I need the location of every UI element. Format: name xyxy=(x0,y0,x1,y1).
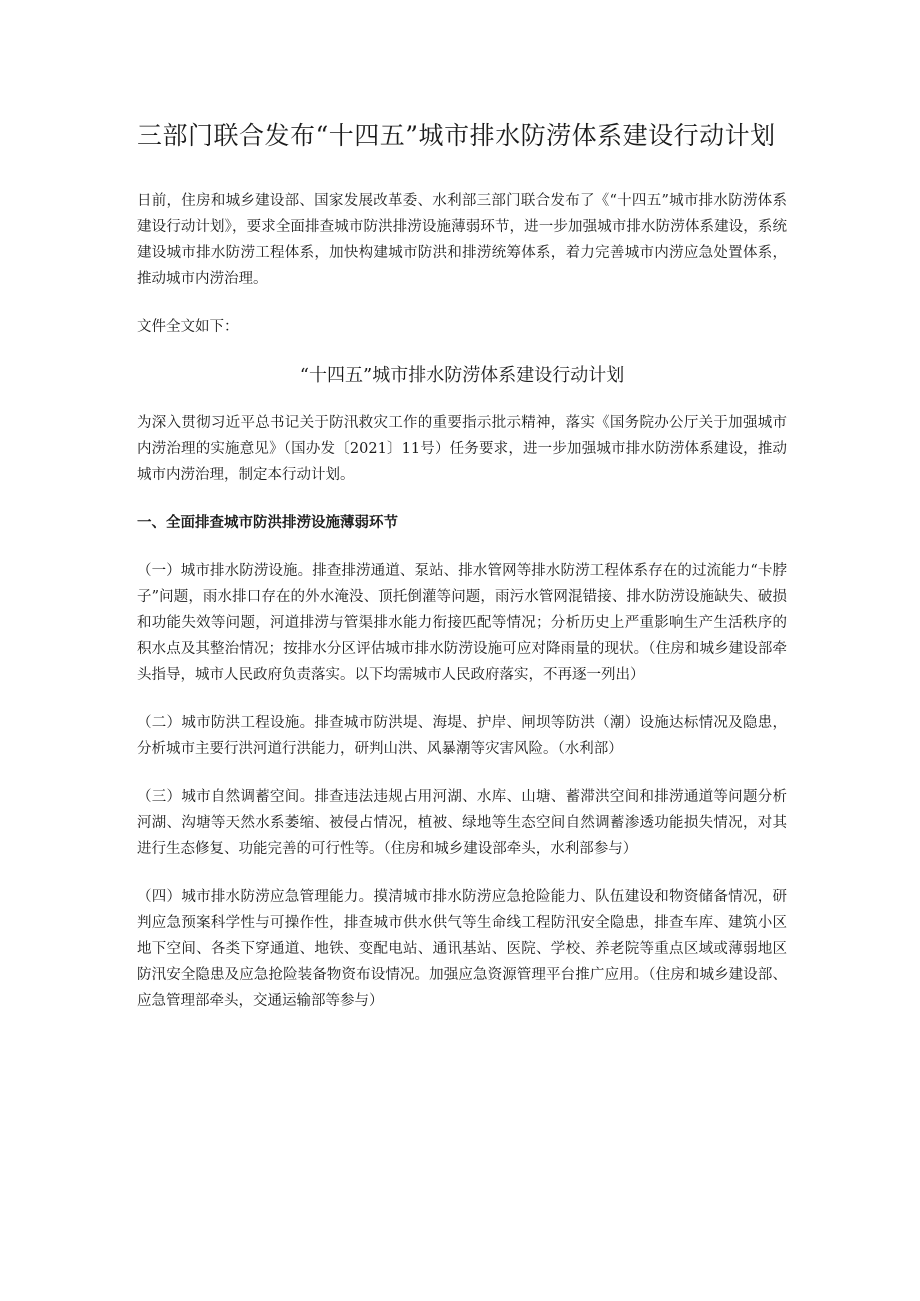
list-item: （四）城市排水防涝应急管理能力。摸清城市排水防涝应急抢险能力、队伍建设和物资储备情况，研判应急预案科学性与可操作性，排查城市供水供气等生命线工程防汛安全隐患，排查车库、建筑小区地下空间、各类下穿通道、地铁、变配电站、通讯基站、医院、学校、养老院等重点区域或薄弱地区防汛安全隐患及应急抢险装备物资布设情况。加强应急资源管理平台推广应用。（住房和城乡建设部、应急管理部牵头，交通运输部等参与） xyxy=(137,889,787,1009)
intro-paragraph: 日前，住房和城乡建设部、国家发展改革委、水利部三部门联合发布了《“十四五”城市排水防涝体系建设行动计划》，要求全面排查城市防洪排涝设施薄弱环节，进一步加强城市排水防涝体系建设，系统建设城市排水防涝工程体系，加快构建城市防洪和排涝统筹体系，着力完善城市内涝应急处置体系，推动城市内涝治理。 xyxy=(137,193,787,287)
fulltext-label: 文件全文如下： xyxy=(137,319,239,335)
list-item: （三）城市自然调蓄空间。排查违法违规占用河湖、水库、山塘、蓄滞洪空间和排涝通道等问题分析河湖、沟塘等天然水系萎缩、被侵占情况，植被、绿地等生态空间自然调蓄渗透功能损失情况，对其进行生态修复、功能完善的可行性等。（住房和城乡建设部牵头，水利部参与） xyxy=(137,789,787,857)
plan-title: “十四五”城市排水防涝体系建设行动计划 xyxy=(299,365,625,386)
list-item: （二）城市防洪工程设施。排查城市防洪堤、海堤、护岸、闸坝等防洪（潮）设施达标情况及隐患，分析城市主要行洪河道行洪能力，研判山洪、风暴潮等灾害风险。（水利部） xyxy=(137,715,787,757)
preamble-paragraph: 为深入贯彻习近平总书记关于防汛救灾工作的重要指示批示精神，落实《国务院办公厅关于加强城市内涝治理的实施意见》（国办发〔2021〕11号）任务要求，进一步加强城市排水防涝体系建设，推动城市内涝治理，制定本行动计划。 xyxy=(137,415,787,483)
list-item: （一）城市排水防涝设施。排查排涝通道、泵站、排水管网等排水防涝工程体系存在的过流能力“卡脖子”问题，雨水排口存在的外水淹没、顶托倒灌等问题，雨污水管网混错接、排水防涝设施缺失、破损和功能失效等问题，河道排涝与管渠排水能力衔接匹配等情况；分析历史上严重影响生产生活秩序的积水点及其整治情况；按排水分区评估城市排水防涝设施可应对降雨量的现状。（住房和城乡建设部牵头指导，城市人民政府负责落实。以下均需城市人民政府落实，不再逐一列出） xyxy=(137,563,787,683)
article-title: 三部门联合发布“十四五”城市排水防涝体系建设行动计划 xyxy=(137,121,776,150)
section-heading: 一、全面排查城市防洪排涝设施薄弱环节 xyxy=(137,515,398,531)
document-page xyxy=(137,118,787,1036)
